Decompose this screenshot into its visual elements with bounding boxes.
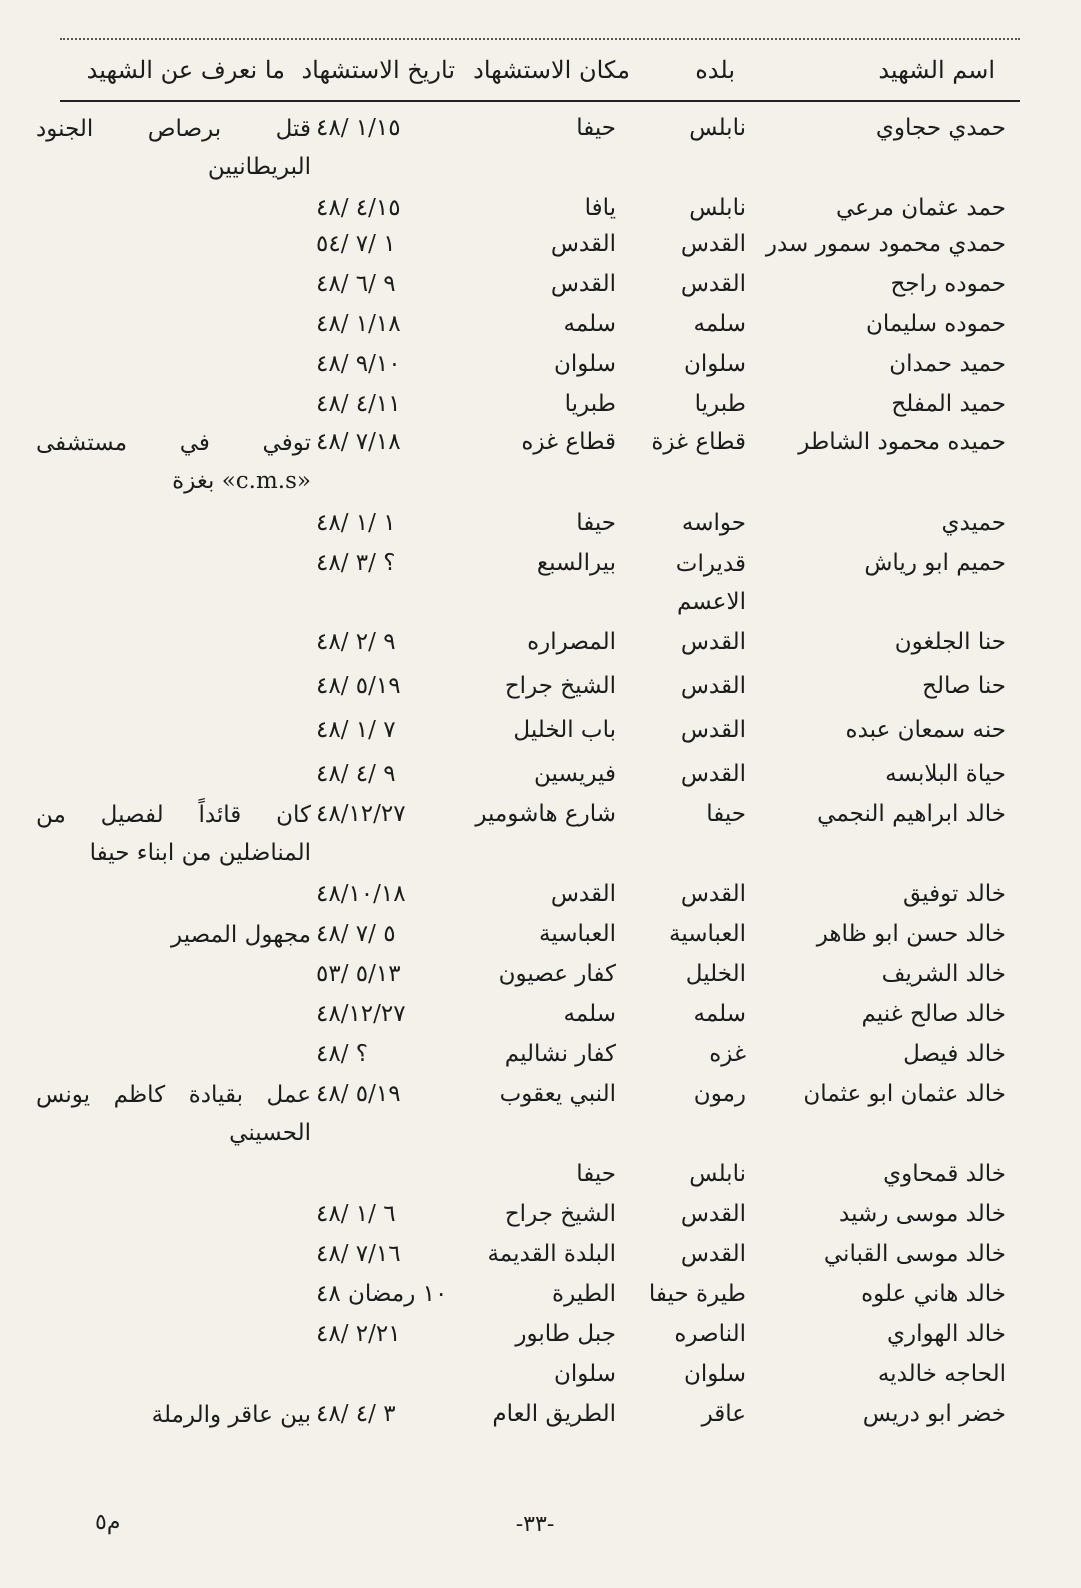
cell-date: ٥/١٩ /٤٨ (316, 1081, 401, 1107)
cell-date: ٦ /١ /٤٨ (316, 1201, 396, 1227)
cell-town: القدس (680, 1241, 746, 1267)
cell-name: حنه سمعان عبده (845, 717, 1006, 743)
table-row (0, 1156, 1081, 1196)
cell-date: ٧/١٨ /٤٨ (316, 429, 401, 455)
cell-town: قطاع غزة (651, 429, 746, 455)
cell-town: نابلس (689, 115, 746, 141)
cell-date: ١/١٨ /٤٨ (316, 311, 401, 337)
table-row (0, 1276, 1081, 1316)
cell-name: حميد المفلح (891, 391, 1006, 417)
cell-date: ١٠ رمضان ٤٨ (316, 1281, 448, 1307)
cell-name: حنا صالح (922, 673, 1006, 699)
cell-date: ٩ /٤ /٤٨ (316, 761, 396, 787)
cell-town: سلمه (693, 311, 746, 337)
cell-date: ٥/١٣ /٥٣ (316, 961, 401, 987)
table-row (0, 226, 1081, 266)
cell-town: طبريا (694, 391, 746, 417)
cell-date: ؟ /٣ /٤٨ (316, 550, 396, 576)
cell-place: سلوان (553, 1361, 616, 1387)
cell-note: عمل بقيادة كاظم يونس الحسيني (36, 1082, 311, 1146)
table-row (0, 190, 1081, 230)
cell-place: سلمه (563, 311, 616, 337)
table-row (0, 386, 1081, 426)
cell-note: مجهول المصير (171, 922, 311, 948)
cell-name: حمد عثمان مرعي (836, 195, 1006, 221)
cell-date: ٧/١٦ /٤٨ (316, 1241, 401, 1267)
cell-name: خالد الهواري (887, 1321, 1006, 1347)
table-row (0, 712, 1081, 752)
cell-place: سلوان (553, 351, 616, 377)
table-row (0, 306, 1081, 346)
header-note: ما نعرف عن الشهيد (86, 56, 285, 84)
cell-town: عاقر (701, 1401, 746, 1427)
cell-name: خالد حسن ابو ظاهر (816, 921, 1006, 947)
cell-name: حموده راجح (890, 271, 1006, 297)
cell-place: باب الخليل (513, 717, 616, 743)
cell-town: القدس (680, 673, 746, 699)
cell-place: شارع هاشومير (475, 801, 616, 827)
cell-date: ٤٨/١٢/٢٧ (316, 1001, 406, 1027)
cell-town: سلوان (683, 1361, 746, 1387)
cell-place: حيفا (576, 115, 616, 141)
cell-place: النبي يعقوب (499, 1081, 616, 1107)
cell-place: العباسية (539, 921, 616, 947)
cell-name: خالد ابراهيم النجمي (817, 801, 1006, 827)
table-row (0, 624, 1081, 664)
cell-place: فيريسين (534, 761, 616, 787)
cell-place: كفار عصيون (498, 961, 616, 987)
cell-place: الشيخ جراح (504, 1201, 616, 1227)
cell-place: بيرالسبع (536, 550, 616, 576)
table-row (0, 1316, 1081, 1356)
cell-town: سلوان (683, 351, 746, 377)
table-row (0, 756, 1081, 796)
cell-date: ١ /١ /٤٨ (316, 510, 396, 536)
cell-place: كفار نشاليم (504, 1041, 616, 1067)
cell-town: القدس (680, 231, 746, 257)
cell-town: القدس (680, 881, 746, 907)
table-row (0, 266, 1081, 306)
cell-place: المصراره (527, 629, 616, 655)
cell-town: العباسية (669, 921, 746, 947)
cell-name: خالد فيصل (903, 1041, 1006, 1067)
cell-town: حواسه (681, 510, 746, 536)
cell-name: خالد موسى رشيد (839, 1201, 1006, 1227)
cell-town: رمون (693, 1081, 746, 1107)
cell-place: طبريا (564, 391, 616, 417)
cell-note: قتل برصاص الجنود البريطانيين (36, 116, 311, 180)
cell-note: كان قائداً لفصيل من المناضلين من ابناء حيفا (36, 802, 311, 866)
cell-date: ٥ /٧ /٤٨ (316, 921, 396, 947)
cell-name: خالد عثمان ابو عثمان (803, 1081, 1006, 1107)
table-row (0, 1396, 1081, 1436)
cell-place: حيفا (576, 1161, 616, 1187)
cell-name: خضر ابو دريس (862, 1401, 1006, 1427)
cell-town: حيفا (706, 801, 746, 827)
cell-name: خالد موسى القباني (823, 1241, 1006, 1267)
cell-name: خالد توفيق (902, 881, 1006, 907)
header-town: بلده (695, 56, 735, 84)
cell-place: الطريق العام (492, 1401, 616, 1427)
cell-name: حميم ابو رياش (864, 550, 1006, 576)
cell-name: خالد الشريف (881, 961, 1006, 987)
cell-date: ٢/٢١ /٤٨ (316, 1321, 401, 1347)
cell-place: الشيخ جراح (504, 673, 616, 699)
cell-date: ٤٨/١٢/٢٧ (316, 801, 406, 827)
table-row (0, 1036, 1081, 1076)
cell-town: الناصره (674, 1321, 746, 1347)
table-row (0, 424, 1081, 494)
cell-date: ٤/١٥ /٤٨ (316, 195, 401, 221)
table-row (0, 545, 1081, 615)
page-number: -٣٣- (515, 1512, 555, 1537)
cell-name: حمدي محمود سمور سدر (765, 231, 1006, 257)
cell-note: توفي في مستشفى «c.m.s» بغزة (36, 430, 311, 494)
header-place: مكان الاستشهاد (473, 56, 630, 84)
cell-name: خالد هاني علوه (861, 1281, 1006, 1307)
table-row (0, 505, 1081, 545)
table-row (0, 876, 1081, 916)
cell-place: قطاع غزه (521, 429, 616, 455)
table-row (0, 996, 1081, 1036)
table-row (0, 1076, 1081, 1146)
cell-date: ٤/١١ /٤٨ (316, 391, 401, 417)
cell-name: حموده سليمان (865, 311, 1006, 337)
cell-town: القدس (680, 717, 746, 743)
table-row (0, 1196, 1081, 1236)
cell-date: ٥/١٩ /٤٨ (316, 673, 401, 699)
cell-date: ١ /٧ /٥٤ (316, 231, 396, 257)
table-row (0, 668, 1081, 708)
cell-name: الحاجه خالديه (877, 1361, 1006, 1387)
cell-note: بين عاقر والرملة (151, 1402, 311, 1428)
table-row (0, 1236, 1081, 1276)
table-row (0, 110, 1081, 180)
table-row (0, 346, 1081, 386)
cell-town: الخليل (685, 961, 746, 987)
cell-name: حميدي (941, 510, 1006, 536)
cell-town: القدس (680, 761, 746, 787)
cell-town: نابلس (689, 1161, 746, 1187)
cell-name: حمدي حجاوي (875, 115, 1006, 141)
cell-name: خالد صالح غنيم (861, 1001, 1006, 1027)
cell-town: طيرة حيفا (648, 1281, 746, 1307)
table-row (0, 1356, 1081, 1396)
header-date: تاريخ الاستشهاد (301, 56, 455, 84)
signature-mark: م٥ (95, 1510, 121, 1535)
cell-place: القدس (550, 271, 616, 297)
cell-name: حميده محمود الشاطر (798, 429, 1006, 455)
cell-date: ٧ /١ /٤٨ (316, 717, 396, 743)
cell-place: القدس (550, 881, 616, 907)
cell-town: القدس (680, 1201, 746, 1227)
cell-date: ٩ /٦ /٤٨ (316, 271, 396, 297)
cell-name: حنا الجلغون (894, 629, 1006, 655)
cell-name: حميد حمدان (889, 351, 1006, 377)
table-row (0, 956, 1081, 996)
cell-place: البلدة القديمة (487, 1241, 616, 1267)
cell-town: القدس (680, 629, 746, 655)
cell-name: خالد قمحاوي (883, 1161, 1006, 1187)
cell-town: نابلس (689, 195, 746, 221)
cell-town: سلمه (693, 1001, 746, 1027)
cell-date: ؟ /٤٨ (316, 1041, 368, 1067)
cell-place: الطيرة (552, 1281, 616, 1307)
cell-town: قديرات الاعسم (675, 551, 746, 615)
table-row (0, 916, 1081, 956)
cell-place: جبل طابور (515, 1321, 616, 1347)
cell-place: القدس (550, 231, 616, 257)
cell-town: القدس (680, 271, 746, 297)
cell-date: ١/١٥ /٤٨ (316, 115, 401, 141)
cell-date: ٤٨/١٠/١٨ (316, 881, 406, 907)
cell-place: يافا (584, 195, 616, 221)
cell-date: ٣ /٤ /٤٨ (316, 1401, 396, 1427)
cell-town: غزه (709, 1041, 746, 1067)
cell-date: ٩ /٢ /٤٨ (316, 629, 396, 655)
cell-date: ٩/١٠ /٤٨ (316, 351, 401, 377)
cell-place: حيفا (576, 510, 616, 536)
cell-place: سلمه (563, 1001, 616, 1027)
table-row (0, 796, 1081, 866)
cell-name: حياة البلابسه (885, 761, 1006, 787)
header-name: اسم الشهيد (878, 56, 995, 84)
